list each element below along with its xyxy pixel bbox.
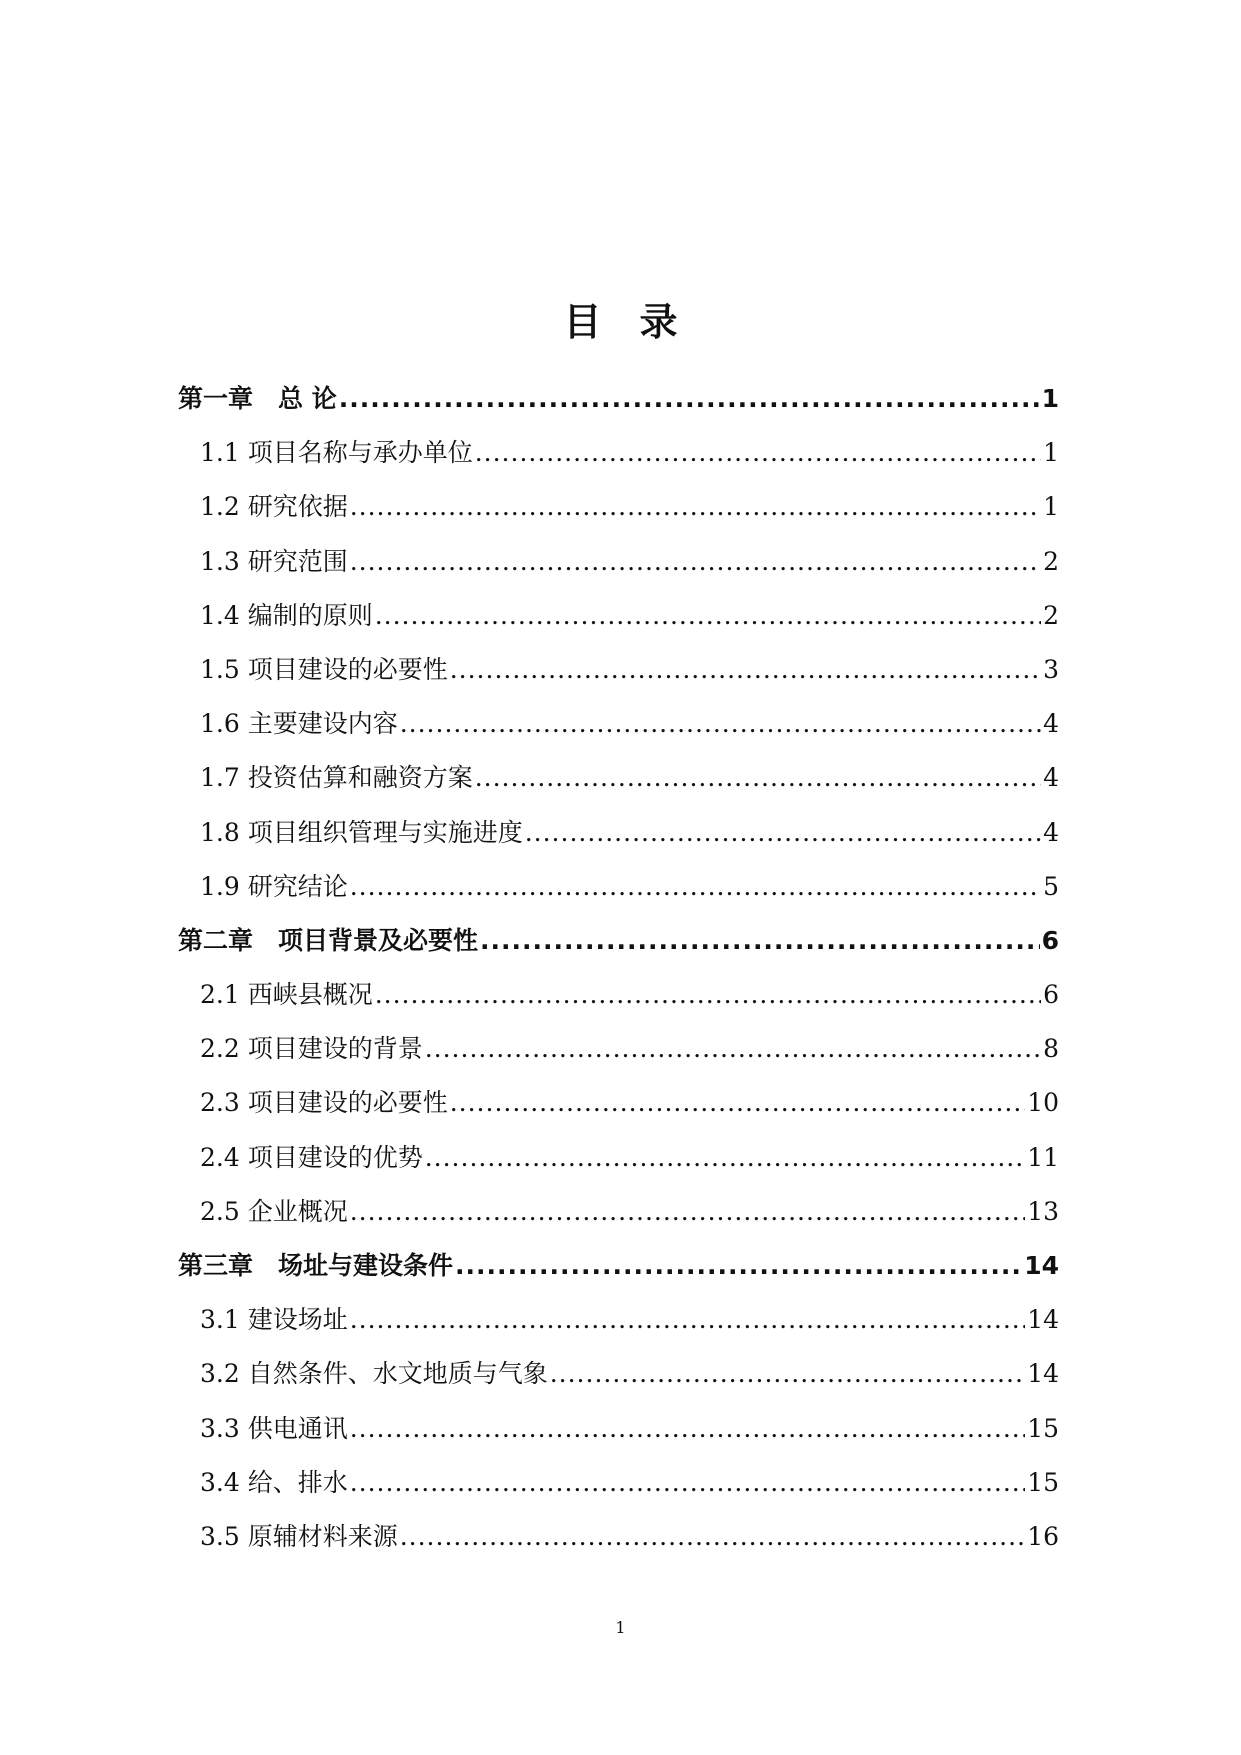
toc-entry-page-number: 11: [1027, 1142, 1059, 1172]
toc-entry-title: 3.5 原辅材料来源: [200, 1521, 398, 1551]
toc-section-entry[interactable]: [178, 1347, 1059, 1401]
toc-section-entry[interactable]: [178, 643, 1059, 697]
toc-dot-leader: [350, 535, 1041, 589]
toc-dot-leader: [350, 1293, 1025, 1347]
toc-dot-leader: [400, 1510, 1025, 1564]
table-of-contents: [178, 372, 1059, 1564]
toc-entry-page-number: 2: [1043, 600, 1059, 630]
toc-entry-page-number: 4: [1043, 763, 1059, 793]
toc-entry-page-number: 4: [1043, 817, 1059, 847]
toc-chapter-entry[interactable]: [178, 372, 1059, 426]
toc-chapter-entry[interactable]: [178, 1239, 1059, 1293]
toc-entry-title: 2.4 项目建设的优势: [200, 1142, 423, 1172]
toc-section-entry[interactable]: [178, 1076, 1059, 1130]
toc-entry-title: 2.2 项目建设的背景: [200, 1034, 423, 1064]
toc-entry-page-number: 10: [1027, 1088, 1059, 1118]
toc-entry-title: 2.5 企业概况: [200, 1196, 348, 1226]
toc-entry-page-number: 14: [1024, 1251, 1059, 1280]
toc-section-entry[interactable]: [178, 1131, 1059, 1185]
toc-entry-title: 1.2 研究依据: [200, 492, 348, 522]
toc-entry-page-number: 6: [1041, 925, 1059, 955]
toc-dot-leader: [350, 860, 1041, 914]
toc-section-entry[interactable]: [178, 1185, 1059, 1239]
toc-dot-leader: [480, 914, 1040, 968]
toc-entry-page-number: 1: [1043, 438, 1059, 468]
toc-entry-page-number: 3: [1043, 654, 1059, 684]
page-number: 1: [615, 1618, 626, 1637]
toc-section-entry[interactable]: [178, 535, 1059, 589]
toc-dot-leader: [400, 697, 1041, 751]
toc-entry-title: 1.3 研究范围: [200, 546, 348, 576]
toc-dot-leader: [375, 589, 1041, 643]
toc-dot-leader: [350, 1185, 1025, 1239]
toc-section-entry[interactable]: [178, 806, 1059, 860]
toc-section-entry[interactable]: [178, 1022, 1059, 1076]
toc-entry-title: 1.1 项目名称与承办单位: [200, 438, 473, 468]
toc-chapter-entry[interactable]: [178, 914, 1059, 968]
toc-entry-title: 1.5 项目建设的必要性: [200, 654, 448, 684]
toc-entry-title: 2.3 项目建设的必要性: [200, 1088, 448, 1118]
toc-dot-leader: [475, 751, 1041, 805]
toc-entry-page-number: 15: [1027, 1467, 1059, 1497]
toc-dot-leader: [525, 806, 1041, 860]
toc-entry-page-number: 6: [1043, 980, 1059, 1010]
toc-entry-title: 3.4 给、排水: [200, 1467, 348, 1497]
toc-entry-page-number: 1: [1041, 384, 1059, 413]
toc-dot-leader: [350, 1456, 1025, 1510]
toc-dot-leader: [450, 643, 1041, 697]
toc-entry-title: 第二章 项目背景及必要性: [178, 925, 479, 955]
toc-dot-leader: [350, 480, 1041, 534]
toc-section-entry[interactable]: [178, 426, 1059, 480]
toc-entry-title: 3.3 供电通讯: [200, 1413, 348, 1443]
toc-entry-page-number: 8: [1043, 1034, 1059, 1064]
toc-dot-leader: [455, 1239, 1022, 1293]
toc-entry-title: 1.4 编制的原则: [200, 600, 373, 630]
toc-section-entry[interactable]: [178, 1456, 1059, 1510]
toc-entry-title: 1.9 研究结论: [200, 871, 348, 901]
toc-entry-page-number: 14: [1027, 1359, 1059, 1389]
toc-section-entry[interactable]: [178, 480, 1059, 534]
toc-dot-leader: [350, 1402, 1025, 1456]
toc-entry-title: 3.1 建设场址: [200, 1305, 348, 1335]
toc-entry-title: 1.8 项目组织管理与实施进度: [200, 817, 523, 847]
toc-entry-page-number: 4: [1043, 709, 1059, 739]
toc-entry-title: 1.6 主要建设内容: [200, 709, 398, 739]
toc-entry-title: 2.1 西峡县概况: [200, 980, 373, 1010]
toc-section-entry[interactable]: [178, 1293, 1059, 1347]
toc-dot-leader: [475, 426, 1041, 480]
toc-dot-leader: [425, 1022, 1041, 1076]
toc-entry-page-number: 14: [1027, 1305, 1059, 1335]
toc-section-entry[interactable]: [178, 860, 1059, 914]
toc-dot-leader: [339, 372, 1040, 426]
toc-entry-page-number: 13: [1027, 1196, 1059, 1226]
toc-section-entry[interactable]: [178, 751, 1059, 805]
toc-entry-page-number: 15: [1027, 1413, 1059, 1443]
toc-dot-leader: [450, 1076, 1025, 1130]
toc-section-entry[interactable]: [178, 968, 1059, 1022]
toc-dot-leader: [550, 1347, 1025, 1401]
toc-section-entry[interactable]: [178, 1510, 1059, 1564]
toc-section-entry[interactable]: [178, 1402, 1059, 1456]
toc-entry-page-number: 16: [1027, 1521, 1059, 1551]
toc-entry-page-number: 1: [1043, 492, 1059, 522]
toc-entry-title: 3.2 自然条件、水文地质与气象: [200, 1359, 548, 1389]
toc-section-entry[interactable]: [178, 589, 1059, 643]
toc-section-entry[interactable]: [178, 697, 1059, 751]
toc-dot-leader: [425, 1131, 1025, 1185]
toc-entry-title: 第一章 总 论: [178, 384, 337, 413]
toc-entry-title: 1.7 投资估算和融资方案: [200, 763, 473, 793]
toc-entry-title: 第三章 场址与建设条件: [178, 1251, 454, 1280]
toc-dot-leader: [375, 968, 1041, 1022]
page-title: 目录: [563, 300, 716, 344]
toc-entry-page-number: 2: [1043, 546, 1059, 576]
toc-entry-page-number: 5: [1043, 871, 1059, 901]
